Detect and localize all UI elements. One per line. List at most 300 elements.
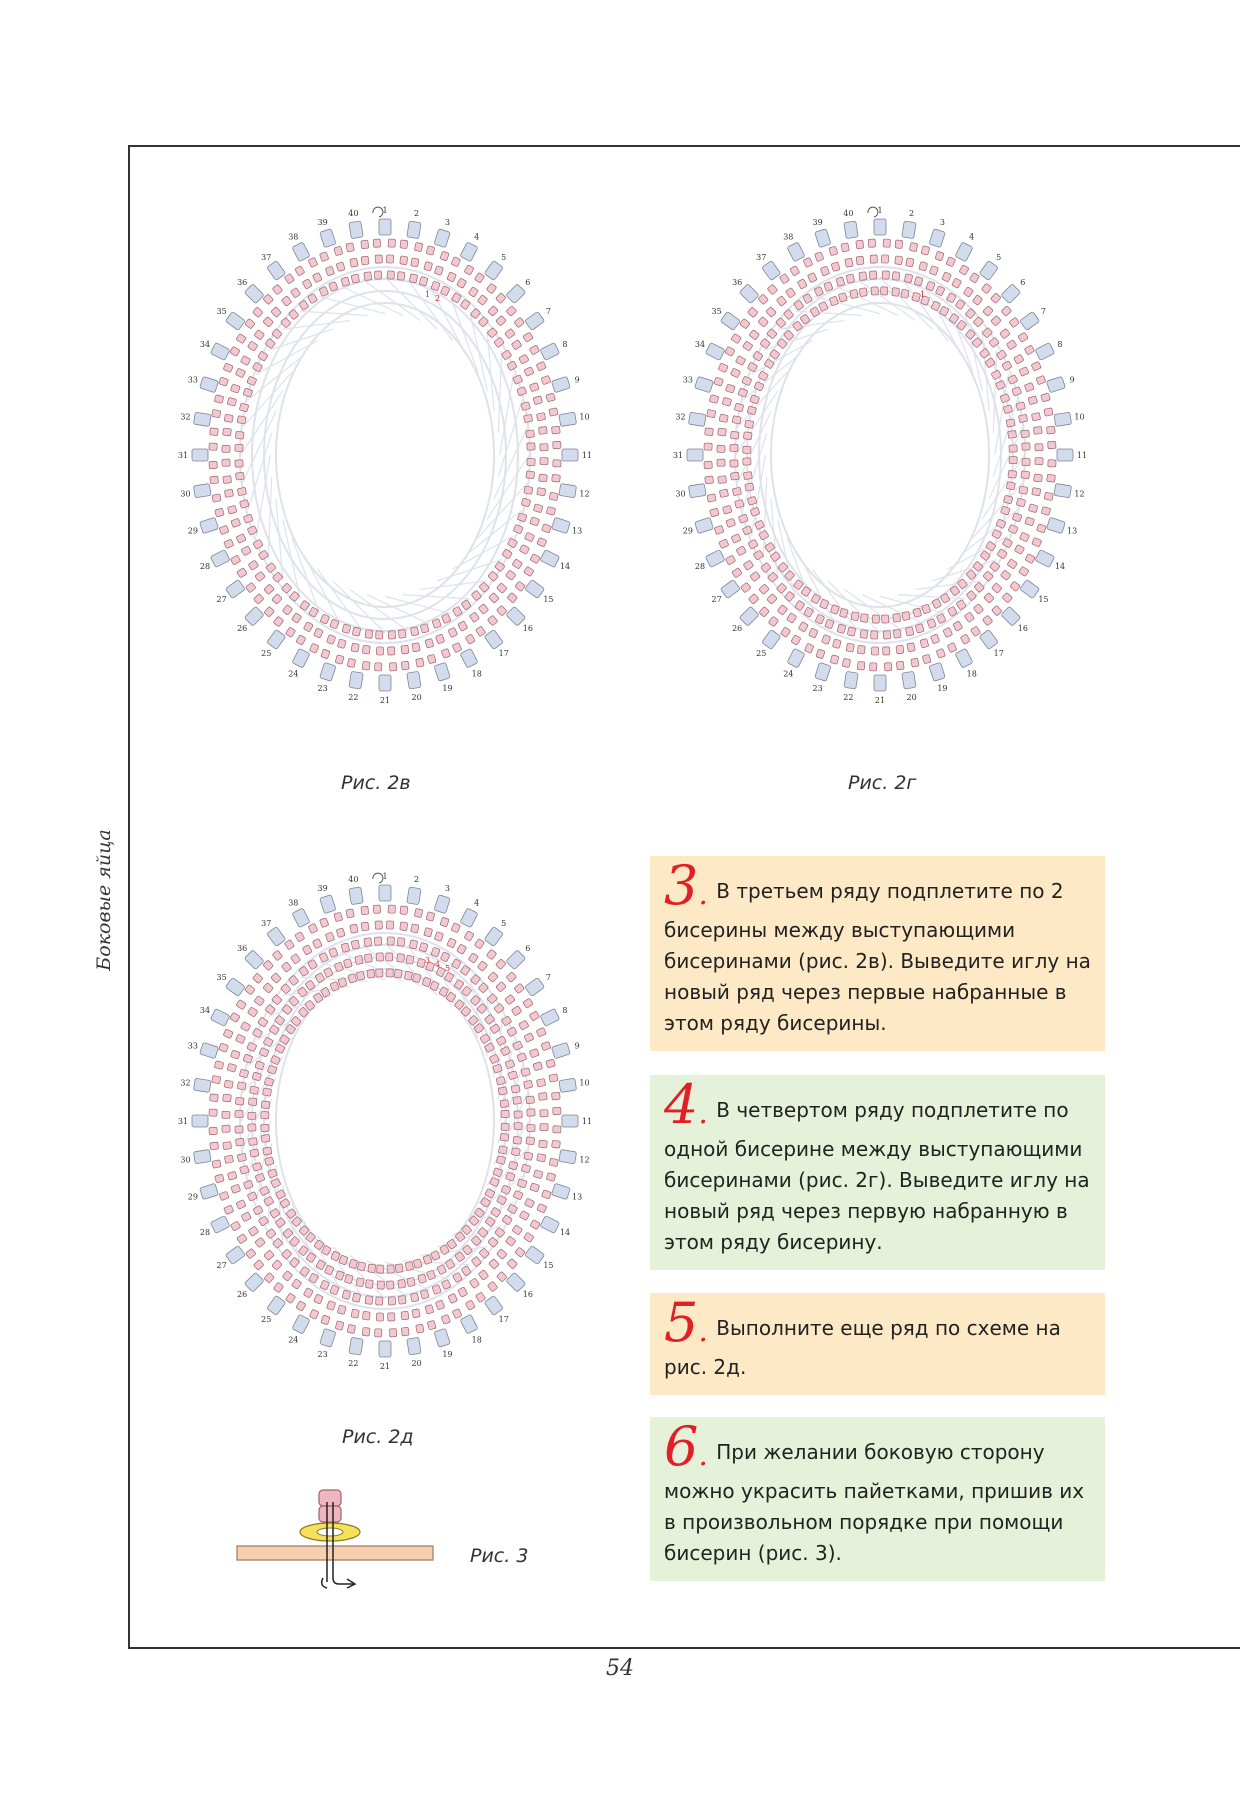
- bead-pink: [263, 317, 274, 328]
- bead-pink: [496, 293, 507, 304]
- bead-pink: [791, 635, 801, 645]
- bead-pink: [253, 594, 264, 605]
- bead-outer: [540, 343, 560, 361]
- bead-number: 37: [261, 252, 272, 262]
- bead-pink: [859, 272, 867, 281]
- step-text: В четвертом ряду подплетите по одной бисерине между выступающими бисеринами (рис. 2г). Выведите иглу на новый ряд через первую набранную в этом ряду бисерину.: [664, 1098, 1090, 1254]
- bead-number: 39: [317, 217, 328, 227]
- bead-pink: [488, 306, 499, 317]
- bead-number: 14: [1054, 562, 1066, 572]
- bead-outer: [844, 221, 858, 239]
- bead-pink: [1046, 426, 1055, 434]
- bead-number: 11: [581, 1117, 593, 1126]
- bead-outer: [193, 412, 211, 426]
- bead-number: 40: [348, 875, 359, 885]
- bead-pink: [922, 654, 931, 664]
- figure-3: [235, 1482, 435, 1592]
- bead-pink: [243, 514, 253, 523]
- bead-number: 20: [411, 1358, 422, 1368]
- bead-pink: [272, 1238, 283, 1249]
- bead-pink: [970, 626, 980, 637]
- bead-pink: [748, 594, 759, 605]
- thread-line: [283, 321, 350, 330]
- bead-pink: [469, 1278, 479, 1289]
- bead-outer: [460, 908, 478, 928]
- bead-pink: [914, 276, 923, 286]
- bead-pink: [907, 643, 915, 652]
- bead-pink: [210, 476, 219, 484]
- bead-pink: [979, 348, 990, 358]
- bead-pink: [374, 937, 381, 945]
- bead-pink: [982, 327, 993, 338]
- bead-pink: [441, 1314, 450, 1324]
- bead-outer: [955, 648, 973, 668]
- bead-number: 15: [543, 1261, 554, 1271]
- bead-pink: [239, 403, 249, 412]
- bead-outer: [434, 662, 450, 681]
- bead-pink: [230, 1221, 240, 1231]
- bead-pink: [243, 1054, 253, 1063]
- bead-pink: [973, 604, 983, 615]
- bead-diagram-2d: [145, 826, 625, 1416]
- bead-pink: [281, 1249, 292, 1260]
- bead-number: 11: [1076, 451, 1088, 460]
- bead-pink: [1041, 507, 1051, 516]
- bead-number: 8: [562, 1005, 568, 1015]
- bead-pink: [488, 972, 499, 983]
- bead-pink: [497, 1271, 508, 1282]
- bead-pink: [261, 1124, 269, 1131]
- bead-pink: [530, 517, 540, 526]
- bead-pink: [271, 307, 282, 318]
- bead-number: 6: [525, 943, 531, 953]
- bead-outer: [193, 1078, 211, 1092]
- bead-pink: [275, 1044, 285, 1054]
- bead-pink: [351, 274, 359, 283]
- bead-outer: [379, 885, 391, 901]
- bead-pink: [850, 289, 858, 298]
- bead-pink: [1014, 354, 1024, 364]
- bead-number: 13: [1067, 526, 1078, 536]
- bead-pink: [236, 333, 247, 343]
- bead-pink: [412, 643, 420, 652]
- bead-pink: [767, 328, 778, 339]
- bead-outer: [540, 550, 560, 568]
- bead-pink: [731, 534, 741, 544]
- bead-pink: [992, 583, 1003, 594]
- bead-pink: [342, 1290, 351, 1300]
- bead-pink: [397, 954, 405, 963]
- bead-number: 1: [877, 206, 883, 215]
- bead-pink: [892, 272, 900, 281]
- bead-pink: [881, 255, 888, 263]
- bead-pink: [320, 1280, 330, 1290]
- bead-pink: [224, 1080, 233, 1088]
- bead-pink: [1008, 470, 1017, 478]
- bead-pink: [947, 642, 957, 652]
- bead-number: 17: [993, 649, 1004, 659]
- bead-pink: [869, 271, 876, 279]
- bead-pink: [553, 441, 561, 448]
- bead-pink: [235, 460, 243, 467]
- bead-pink: [526, 1137, 535, 1145]
- bead-pink: [725, 555, 735, 565]
- bead-pink: [519, 1020, 529, 1030]
- bead-pink: [209, 1127, 217, 1134]
- bead-pink: [245, 1248, 256, 1258]
- bead-outer: [562, 1115, 578, 1127]
- bead-pink: [500, 1133, 509, 1141]
- bead-pink: [496, 981, 507, 992]
- bead-number: 4: [474, 898, 480, 908]
- bead-pink: [920, 638, 929, 648]
- bead-pink: [1000, 506, 1010, 515]
- bead-number: 32: [675, 412, 686, 422]
- bead-pink: [1024, 345, 1034, 355]
- bead-pink: [513, 524, 523, 534]
- bead-number: 2: [909, 209, 915, 219]
- bead-number: 26: [732, 624, 743, 634]
- bead-pink: [373, 905, 380, 913]
- bead-number: 36: [732, 277, 743, 287]
- bead-pink: [435, 634, 444, 644]
- bead-pink: [507, 1204, 517, 1214]
- bead-pink: [291, 613, 301, 624]
- bead-outer: [844, 671, 858, 689]
- bead-number: 26: [237, 1290, 248, 1300]
- bead-number: 39: [812, 217, 823, 227]
- bead-number: 5: [996, 252, 1002, 262]
- bead-outer: [460, 242, 478, 262]
- bead-pink: [814, 252, 823, 262]
- bead-outer: [267, 927, 286, 947]
- bead-pink: [915, 624, 924, 634]
- bead-number: 21: [379, 1362, 391, 1371]
- bead-number: 25: [261, 1315, 272, 1325]
- bead-pink: [468, 287, 478, 298]
- bead-pink: [288, 309, 298, 320]
- bead-pink: [704, 461, 712, 468]
- bead-pink: [501, 1110, 509, 1117]
- page-number: 54: [606, 1656, 634, 1681]
- bead-pink: [219, 377, 229, 386]
- bead-pink: [780, 627, 790, 638]
- bead-number: 23: [812, 684, 823, 694]
- bead-pink: [725, 346, 735, 356]
- bead-pink: [810, 307, 820, 317]
- bead-outer: [739, 284, 759, 304]
- bead-pink: [406, 955, 414, 964]
- bead-pink: [219, 1191, 229, 1200]
- bead-pink: [511, 1085, 520, 1093]
- bead-outer: [559, 1149, 577, 1163]
- bead-pink: [895, 240, 903, 249]
- bead-pink: [236, 534, 246, 544]
- bead-pink: [281, 296, 291, 307]
- bead-pink: [364, 954, 372, 963]
- bead-pink: [966, 590, 976, 601]
- bead-pink: [718, 363, 728, 373]
- bead-pink: [730, 431, 739, 439]
- bead-pink: [901, 289, 909, 298]
- bead-number: 30: [180, 1155, 191, 1165]
- bead-pink: [960, 634, 970, 644]
- bead-pink: [281, 983, 292, 994]
- bead-outer: [349, 887, 363, 905]
- bead-pink: [529, 1048, 539, 1057]
- step-5: [650, 1293, 1105, 1395]
- bead-pink: [487, 1281, 497, 1292]
- bead-pink: [523, 414, 532, 422]
- bead-outer: [1046, 376, 1065, 392]
- bead-pink: [942, 272, 952, 282]
- bead-number: 27: [216, 595, 227, 605]
- bead-pink: [514, 1111, 522, 1118]
- bead-pink: [351, 643, 359, 652]
- bead-pink: [235, 1097, 244, 1105]
- bead-pink: [224, 1155, 233, 1163]
- bead-pink: [478, 316, 489, 327]
- bead-pink: [537, 537, 547, 547]
- bead-number: 37: [756, 252, 767, 262]
- bead-pink: [424, 261, 433, 271]
- needle-loop-icon: [373, 207, 383, 217]
- bead-pink: [536, 413, 545, 421]
- bead-pink: [479, 582, 490, 593]
- bead-pink: [776, 583, 787, 594]
- bead-pink: [337, 639, 346, 649]
- bead-number: 4: [969, 232, 975, 242]
- bead-pink: [1002, 592, 1013, 603]
- bead-pink: [253, 1205, 263, 1215]
- bead-pink: [284, 273, 294, 284]
- bead-pink: [714, 525, 724, 534]
- bead-pink: [732, 487, 741, 495]
- bead-outer: [225, 977, 245, 996]
- bead-pink: [376, 647, 383, 655]
- bead-pink: [820, 266, 829, 276]
- bead-pink: [312, 938, 322, 948]
- bead-pink: [740, 582, 751, 592]
- bead-pink: [836, 277, 845, 287]
- bead-pink: [497, 605, 508, 616]
- bead-pink: [1036, 375, 1046, 384]
- bead-pink: [1002, 361, 1012, 371]
- bead-outer: [210, 1009, 230, 1027]
- bead-pink: [295, 932, 305, 942]
- bead-pink: [803, 257, 813, 267]
- bead-pink: [376, 1313, 383, 1321]
- bead-outer: [320, 229, 336, 248]
- bead-pink: [523, 332, 534, 342]
- bead-pink: [231, 1184, 241, 1193]
- bead-pink: [457, 278, 467, 288]
- bead-pink: [870, 663, 877, 671]
- bead-outer: [955, 242, 973, 262]
- bead-number: 7: [545, 972, 551, 982]
- bead-pink: [407, 1277, 415, 1286]
- bead-pink: [909, 242, 917, 251]
- bead-pink: [386, 953, 393, 961]
- bead-pink: [798, 622, 808, 632]
- bead-pink: [1002, 538, 1012, 548]
- bead-pink: [514, 1123, 522, 1130]
- bead-pink: [255, 571, 266, 581]
- bead-number: 7: [545, 306, 551, 316]
- bead-outer: [540, 1009, 560, 1027]
- bead-pink: [735, 356, 745, 366]
- bead-pink: [524, 1033, 534, 1043]
- bead-pink: [981, 283, 991, 294]
- bead-pink: [426, 912, 435, 922]
- bead-pink: [883, 239, 890, 247]
- bead-pink: [963, 287, 973, 298]
- bead-pink: [991, 315, 1002, 326]
- bead-pink: [719, 414, 728, 422]
- bead-pink: [282, 1271, 292, 1282]
- bead-pink: [275, 1217, 286, 1227]
- bead-pink: [237, 1153, 246, 1161]
- bead-pink: [397, 938, 405, 947]
- bead-pink: [387, 937, 394, 945]
- bead-pink: [529, 1011, 539, 1021]
- bead-pink: [777, 605, 787, 616]
- bead-pink: [250, 1149, 259, 1157]
- bead-pink: [549, 492, 558, 500]
- bead-pink: [521, 1164, 531, 1173]
- bead-pink: [272, 1260, 283, 1271]
- bead-number: 16: [522, 624, 533, 634]
- bead-pink: [980, 550, 991, 560]
- bead-pink: [530, 1183, 540, 1192]
- bead-pink: [284, 939, 294, 950]
- bead-number: 21: [874, 696, 886, 705]
- bead-pink: [536, 1079, 545, 1087]
- bead-pink: [1019, 532, 1029, 542]
- bead-pink: [489, 1259, 500, 1270]
- bead-number: 20: [411, 692, 422, 702]
- bead-pink: [539, 1140, 548, 1148]
- bead-pink: [364, 938, 372, 947]
- bead-pink: [388, 1313, 395, 1321]
- bead-outer: [379, 219, 391, 235]
- bead-pink: [424, 927, 433, 937]
- bead-pink: [254, 996, 265, 1006]
- bead-pink: [263, 983, 274, 994]
- bead-pink: [983, 306, 994, 317]
- bead-pink: [350, 258, 358, 267]
- bead-number: 22: [348, 692, 359, 702]
- bead-pink: [758, 317, 769, 328]
- bead-outer: [688, 412, 706, 426]
- bead-pink: [355, 955, 363, 964]
- bead-pink: [767, 594, 778, 605]
- bead-pink: [747, 307, 758, 318]
- bead-pink: [375, 921, 382, 929]
- bead-pink: [748, 539, 758, 549]
- bead-pink: [272, 994, 283, 1005]
- bead-pink: [405, 1261, 413, 1270]
- bead-number: 17: [498, 1315, 509, 1325]
- bead-pink: [214, 395, 224, 404]
- bead-number: 23: [317, 684, 328, 694]
- bead-pink: [409, 274, 417, 283]
- start-label: 4: [435, 960, 441, 969]
- bead-pink: [719, 489, 728, 497]
- bead-pink: [302, 279, 312, 289]
- bead-number: 8: [562, 339, 568, 349]
- bead-pink: [709, 395, 719, 404]
- bead-pink: [524, 1152, 533, 1160]
- step-number: 6.: [664, 1415, 708, 1478]
- bead-pink: [351, 1309, 359, 1318]
- bead-outer: [506, 284, 526, 304]
- bead-pink: [936, 648, 945, 658]
- bead-pink: [1003, 405, 1013, 414]
- bead-pink: [538, 426, 547, 434]
- bead-pink: [488, 1237, 499, 1248]
- bead-pink: [248, 560, 259, 570]
- bead-pink: [468, 953, 478, 964]
- bead-pink: [248, 1112, 256, 1119]
- bead-pink: [397, 272, 405, 281]
- bead-pink: [1006, 340, 1017, 350]
- bead-pink: [457, 944, 467, 954]
- bead-pink: [212, 409, 221, 417]
- bead-pink: [856, 240, 864, 249]
- bead-pink: [434, 266, 443, 276]
- bead-number: 29: [682, 526, 693, 536]
- bead-pink: [991, 293, 1002, 304]
- bead-pink: [377, 1265, 384, 1273]
- bead-pink: [448, 627, 458, 637]
- bead-outer: [320, 895, 336, 914]
- step-number: 4.: [664, 1073, 708, 1136]
- bead-pink: [352, 627, 360, 636]
- bead-pink: [526, 1096, 535, 1104]
- bead-pink: [745, 483, 754, 491]
- bead-pink: [1006, 419, 1015, 427]
- bead-pink: [892, 288, 900, 297]
- figure-caption-2d: Рис. 2д: [342, 1426, 414, 1448]
- bead-pink: [410, 627, 418, 636]
- bead-pink: [441, 648, 450, 658]
- thread-line: [300, 311, 367, 315]
- bead-pink: [931, 301, 941, 311]
- bead-pink: [1031, 413, 1040, 421]
- bead-pink: [743, 446, 751, 453]
- bead-pink: [722, 505, 732, 514]
- bead-pink: [893, 629, 901, 638]
- bead-pink: [514, 983, 525, 993]
- bead-number: 24: [288, 669, 299, 679]
- bead-pink: [239, 1069, 249, 1078]
- bead-pink: [223, 1029, 233, 1039]
- bead-pink: [797, 279, 807, 289]
- bead-pink: [222, 445, 230, 452]
- bead-pink: [441, 613, 451, 623]
- bead-pink: [750, 395, 760, 404]
- bead-pink: [395, 1264, 403, 1273]
- bead-outer: [551, 517, 570, 533]
- bead-pink: [427, 654, 436, 664]
- bead-pink: [857, 661, 865, 670]
- bead-pink: [905, 627, 913, 636]
- bead-pink: [1024, 382, 1034, 391]
- bead-pink: [972, 295, 982, 306]
- bead-outer: [929, 229, 945, 248]
- bead-pink: [1047, 474, 1056, 482]
